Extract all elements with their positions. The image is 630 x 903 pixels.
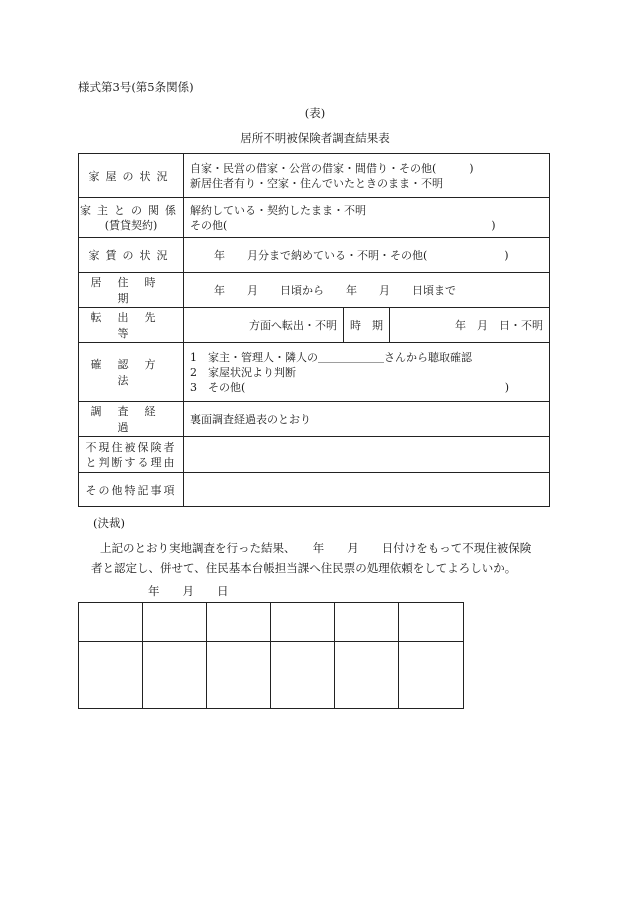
approval-stamp-grid: [78, 602, 464, 709]
confirm-method-line3-text: 3 その他(: [190, 380, 246, 394]
residence-period-value: [184, 273, 549, 307]
decision-text-line2: 者と認定し、併せて、住民基本台帳担当課へ住民票の処理依頼をしてよろしいか。: [91, 561, 517, 575]
confirm-method-line2: 2 家屋状況より判断: [190, 365, 296, 379]
landlord-relation-label-line2: (賃貸契約): [104, 218, 158, 232]
other-notes-label: その他特記事項: [79, 473, 184, 506]
house-status-line2: 新居住者有り・空家・住んでいたときのまま・不明: [190, 176, 443, 190]
rent-status-label: 家賃の状況: [79, 238, 184, 272]
side-label: (表): [304, 106, 326, 120]
reason-row: [79, 436, 549, 472]
stamp-seal-cell: [79, 642, 143, 708]
decision-text-line1: 上記のとおり実地調査を行った結果、 年 月 日付けをもって不現住被保険: [100, 541, 532, 555]
stamp-header-cell: [271, 603, 335, 642]
decision-date: 年 月 日: [148, 584, 229, 598]
stamp-header-cell: [207, 603, 271, 642]
residence-period-row: [79, 272, 549, 307]
survey-table: [78, 153, 550, 507]
landlord-relation-line1: 解約している・契約したまま・不明: [190, 203, 366, 217]
survey-process-value: [184, 402, 549, 436]
confirm-method-row: [79, 342, 549, 401]
landlord-relation-row: [79, 197, 549, 237]
moved-to-row: [79, 307, 549, 342]
survey-process-row: [79, 401, 549, 436]
stamp-seal-cell: [335, 642, 399, 708]
landlord-relation-label: [79, 198, 184, 237]
moved-time-label-text: 時 期: [350, 319, 383, 332]
house-status-line1: 自家・民営の借家・公営の借家・間借り・その他( ): [190, 161, 474, 175]
stamp-header-cell: [335, 603, 399, 642]
reason-label: [79, 437, 184, 472]
confirm-method-value: [184, 343, 549, 401]
reason-label-line1: 不現住被保険者: [85, 440, 177, 454]
moved-date: [390, 308, 549, 342]
moved-date-text: 年 月 日・不明: [455, 319, 543, 332]
survey-process-label: 調査経過: [79, 402, 184, 436]
stamp-seal-cell: [143, 642, 207, 708]
confirm-method-line3: [190, 380, 549, 395]
decision-heading: (決裁): [93, 516, 125, 530]
confirm-method-line3-end: ): [504, 380, 509, 394]
house-status-value: [184, 154, 549, 197]
moved-to-destination: [184, 308, 344, 342]
residence-period-label: 居住時期: [79, 273, 184, 307]
document-title: 居所不明被保険者調査結果表: [240, 131, 390, 145]
other-notes-value: [184, 473, 549, 506]
stamp-seal-cell: [271, 642, 335, 708]
landlord-relation-label-line1: 家主との関係: [80, 203, 182, 217]
stamp-header-cell: [399, 603, 463, 642]
reason-label-line2: と判断する理由: [85, 455, 177, 469]
stamp-seal-cell: [207, 642, 271, 708]
rent-status-value: [184, 238, 549, 272]
reason-value: [184, 437, 549, 472]
confirm-method-label: 確認方法: [79, 343, 184, 401]
stamp-header-cell: [79, 603, 143, 642]
moved-time-label: [344, 308, 390, 342]
rent-status-row: [79, 237, 549, 272]
house-status-row: [79, 154, 549, 197]
stamp-header-cell: [143, 603, 207, 642]
moved-to-label: 転出先等: [79, 308, 184, 342]
other-notes-row: [79, 472, 549, 506]
house-status-label: 家屋の状況: [79, 154, 184, 197]
rent-status-text: 年 月分まで納めている・不明・その他( ): [214, 248, 509, 262]
form-number: 様式第3号(第5条関係): [78, 80, 194, 94]
stamp-seal-cell: [399, 642, 463, 708]
confirm-method-line1: 1 家主・管理人・隣人の＿＿＿＿＿＿さんから聴取確認: [190, 350, 472, 364]
landlord-relation-line2: その他( ): [190, 218, 496, 232]
survey-process-text: 裏面調査経過表のとおり: [190, 412, 311, 426]
moved-to-destination-text: 方面へ転出・不明: [249, 319, 337, 332]
residence-period-text: 年 月 日頃から 年 月 日頃まで: [214, 283, 456, 297]
landlord-relation-value: [184, 198, 549, 237]
